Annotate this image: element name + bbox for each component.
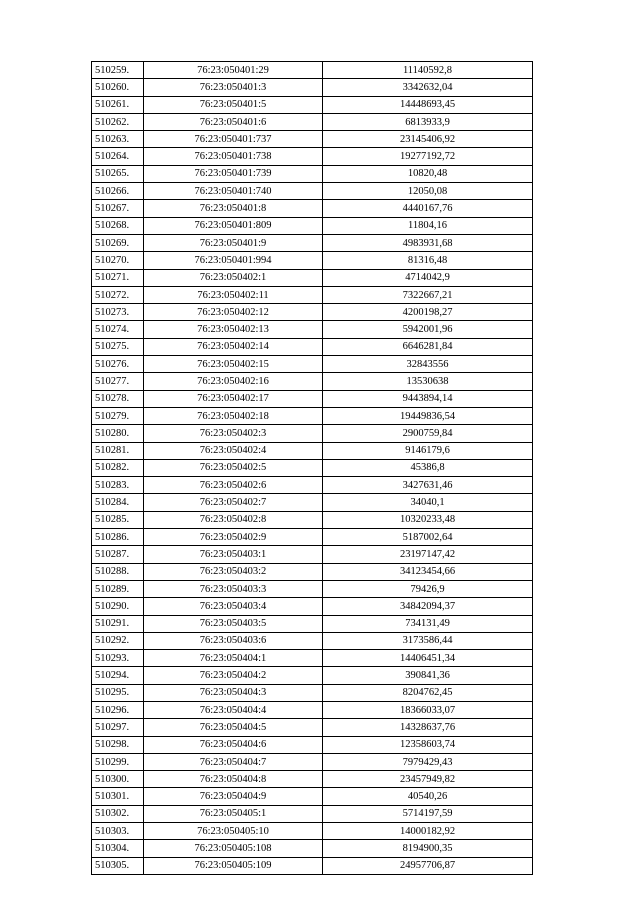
row-number: 510261. xyxy=(92,96,144,113)
cadastral-value: 734131,49 xyxy=(323,615,533,632)
row-number: 510280. xyxy=(92,425,144,442)
table-row xyxy=(92,338,533,355)
table-row xyxy=(92,857,533,874)
row-number: 510274. xyxy=(92,321,144,338)
cadastral-number: 76:23:050404:8 xyxy=(144,771,323,788)
cadastral-value: 4983931,68 xyxy=(323,234,533,251)
cadastral-number: 76:23:050401:737 xyxy=(144,131,323,148)
table-row xyxy=(92,701,533,718)
table-row xyxy=(92,511,533,528)
cadastral-number: 76:23:050401:809 xyxy=(144,217,323,234)
cadastral-value: 7322667,21 xyxy=(323,286,533,303)
cadastral-number: 76:23:050402:14 xyxy=(144,338,323,355)
cadastral-value: 34842094,37 xyxy=(323,598,533,615)
cadastral-value: 14406451,34 xyxy=(323,650,533,667)
table-row xyxy=(92,217,533,234)
cadastral-value-table xyxy=(91,61,533,875)
cadastral-value: 23457949,82 xyxy=(323,771,533,788)
cadastral-value: 3173586,44 xyxy=(323,632,533,649)
row-number: 510259. xyxy=(92,62,144,79)
table-row xyxy=(92,390,533,407)
cadastral-value: 19449836,54 xyxy=(323,407,533,424)
cadastral-value: 34040,1 xyxy=(323,494,533,511)
row-number: 510285. xyxy=(92,511,144,528)
row-number: 510266. xyxy=(92,183,144,200)
table-body xyxy=(92,62,533,875)
table-row xyxy=(92,580,533,597)
row-number: 510292. xyxy=(92,632,144,649)
cadastral-number: 76:23:050404:5 xyxy=(144,719,323,736)
cadastral-value: 14000182,92 xyxy=(323,823,533,840)
cadastral-value: 390841,36 xyxy=(323,667,533,684)
table-row xyxy=(92,407,533,424)
cadastral-number: 76:23:050403:5 xyxy=(144,615,323,632)
cadastral-number: 76:23:050402:5 xyxy=(144,459,323,476)
cadastral-number: 76:23:050402:8 xyxy=(144,511,323,528)
table-row xyxy=(92,148,533,165)
table-row xyxy=(92,494,533,511)
cadastral-value: 81316,48 xyxy=(323,252,533,269)
cadastral-value: 3342632,04 xyxy=(323,79,533,96)
cadastral-value: 5942001,96 xyxy=(323,321,533,338)
cadastral-number: 76:23:050405:109 xyxy=(144,857,323,874)
cadastral-value: 19277192,72 xyxy=(323,148,533,165)
row-number: 510271. xyxy=(92,269,144,286)
row-number: 510262. xyxy=(92,113,144,130)
cadastral-number: 76:23:050404:7 xyxy=(144,753,323,770)
row-number: 510265. xyxy=(92,165,144,182)
table-row xyxy=(92,546,533,563)
row-number: 510283. xyxy=(92,477,144,494)
table-row xyxy=(92,529,533,546)
cadastral-number: 76:23:050402:16 xyxy=(144,373,323,390)
cadastral-value: 5714197,59 xyxy=(323,805,533,822)
row-number: 510288. xyxy=(92,563,144,580)
table-row xyxy=(92,788,533,805)
row-number: 510300. xyxy=(92,771,144,788)
table-row xyxy=(92,79,533,96)
row-number: 510270. xyxy=(92,252,144,269)
cadastral-number: 76:23:050402:6 xyxy=(144,477,323,494)
cadastral-value: 14448693,45 xyxy=(323,96,533,113)
row-number: 510302. xyxy=(92,805,144,822)
cadastral-value: 10320233,48 xyxy=(323,511,533,528)
cadastral-number: 76:23:050401:5 xyxy=(144,96,323,113)
cadastral-value: 4440167,76 xyxy=(323,200,533,217)
row-number: 510268. xyxy=(92,217,144,234)
table-row xyxy=(92,252,533,269)
table-row xyxy=(92,442,533,459)
cadastral-value: 8194900,35 xyxy=(323,840,533,857)
cadastral-number: 76:23:050401:3 xyxy=(144,79,323,96)
cadastral-value: 11804,16 xyxy=(323,217,533,234)
cadastral-number: 76:23:050402:1 xyxy=(144,269,323,286)
row-number: 510287. xyxy=(92,546,144,563)
row-number: 510286. xyxy=(92,529,144,546)
table-row xyxy=(92,771,533,788)
cadastral-number: 76:23:050402:3 xyxy=(144,425,323,442)
cadastral-value: 9146179,6 xyxy=(323,442,533,459)
table-row xyxy=(92,650,533,667)
cadastral-value: 8204762,45 xyxy=(323,684,533,701)
row-number: 510279. xyxy=(92,407,144,424)
cadastral-value: 3427631,46 xyxy=(323,477,533,494)
cadastral-value: 79426,9 xyxy=(323,580,533,597)
row-number: 510264. xyxy=(92,148,144,165)
cadastral-value: 10820,48 xyxy=(323,165,533,182)
row-number: 510277. xyxy=(92,373,144,390)
table-row xyxy=(92,632,533,649)
cadastral-value: 18366033,07 xyxy=(323,701,533,718)
cadastral-value: 12050,08 xyxy=(323,183,533,200)
table-row xyxy=(92,719,533,736)
cadastral-number: 76:23:050405:10 xyxy=(144,823,323,840)
row-number: 510299. xyxy=(92,753,144,770)
row-number: 510289. xyxy=(92,580,144,597)
table-row xyxy=(92,165,533,182)
row-number: 510273. xyxy=(92,304,144,321)
table-row xyxy=(92,425,533,442)
table-row xyxy=(92,321,533,338)
row-number: 510275. xyxy=(92,338,144,355)
cadastral-number: 76:23:050402:13 xyxy=(144,321,323,338)
cadastral-number: 76:23:050401:738 xyxy=(144,148,323,165)
cadastral-number: 76:23:050403:2 xyxy=(144,563,323,580)
table-row xyxy=(92,131,533,148)
table-row xyxy=(92,62,533,79)
table-row xyxy=(92,598,533,615)
cadastral-number: 76:23:050404:1 xyxy=(144,650,323,667)
table-row xyxy=(92,304,533,321)
cadastral-value: 4714042,9 xyxy=(323,269,533,286)
cadastral-value: 40540,26 xyxy=(323,788,533,805)
cadastral-number: 76:23:050402:15 xyxy=(144,356,323,373)
row-number: 510297. xyxy=(92,719,144,736)
row-number: 510296. xyxy=(92,701,144,718)
table-row xyxy=(92,667,533,684)
cadastral-value: 6646281,84 xyxy=(323,338,533,355)
cadastral-number: 76:23:050404:9 xyxy=(144,788,323,805)
table-row xyxy=(92,183,533,200)
cadastral-number: 76:23:050401:29 xyxy=(144,62,323,79)
row-number: 510282. xyxy=(92,459,144,476)
cadastral-value: 45386,8 xyxy=(323,459,533,476)
row-number: 510276. xyxy=(92,356,144,373)
row-number: 510291. xyxy=(92,615,144,632)
cadastral-number: 76:23:050403:3 xyxy=(144,580,323,597)
table-row xyxy=(92,113,533,130)
row-number: 510269. xyxy=(92,234,144,251)
cadastral-number: 76:23:050403:4 xyxy=(144,598,323,615)
cadastral-value: 11140592,8 xyxy=(323,62,533,79)
cadastral-value: 7979429,43 xyxy=(323,753,533,770)
cadastral-value: 14328637,76 xyxy=(323,719,533,736)
cadastral-number: 76:23:050402:18 xyxy=(144,407,323,424)
row-number: 510260. xyxy=(92,79,144,96)
table-row xyxy=(92,459,533,476)
cadastral-value: 23145406,92 xyxy=(323,131,533,148)
table-row xyxy=(92,286,533,303)
table-row xyxy=(92,234,533,251)
row-number: 510263. xyxy=(92,131,144,148)
cadastral-number: 76:23:050401:9 xyxy=(144,234,323,251)
cadastral-value: 23197147,42 xyxy=(323,546,533,563)
table-row xyxy=(92,477,533,494)
table-row xyxy=(92,753,533,770)
row-number: 510301. xyxy=(92,788,144,805)
row-number: 510267. xyxy=(92,200,144,217)
row-number: 510290. xyxy=(92,598,144,615)
cadastral-number: 76:23:050401:739 xyxy=(144,165,323,182)
table-row xyxy=(92,269,533,286)
row-number: 510293. xyxy=(92,650,144,667)
table-row xyxy=(92,615,533,632)
cadastral-number: 76:23:050402:4 xyxy=(144,442,323,459)
cadastral-value: 32843556 xyxy=(323,356,533,373)
table-row xyxy=(92,373,533,390)
row-number: 510281. xyxy=(92,442,144,459)
table-row xyxy=(92,356,533,373)
cadastral-value: 24957706,87 xyxy=(323,857,533,874)
row-number: 510295. xyxy=(92,684,144,701)
row-number: 510303. xyxy=(92,823,144,840)
table-row xyxy=(92,840,533,857)
cadastral-number: 76:23:050405:108 xyxy=(144,840,323,857)
cadastral-value: 4200198,27 xyxy=(323,304,533,321)
cadastral-number: 76:23:050403:1 xyxy=(144,546,323,563)
cadastral-number: 76:23:050404:6 xyxy=(144,736,323,753)
table-row xyxy=(92,200,533,217)
cadastral-number: 76:23:050402:7 xyxy=(144,494,323,511)
cadastral-number: 76:23:050405:1 xyxy=(144,805,323,822)
cadastral-number: 76:23:050401:994 xyxy=(144,252,323,269)
cadastral-number: 76:23:050401:8 xyxy=(144,200,323,217)
cadastral-number: 76:23:050402:11 xyxy=(144,286,323,303)
row-number: 510284. xyxy=(92,494,144,511)
cadastral-number: 76:23:050402:12 xyxy=(144,304,323,321)
table-row xyxy=(92,805,533,822)
table-row xyxy=(92,563,533,580)
cadastral-number: 76:23:050401:740 xyxy=(144,183,323,200)
row-number: 510272. xyxy=(92,286,144,303)
row-number: 510305. xyxy=(92,857,144,874)
row-number: 510278. xyxy=(92,390,144,407)
cadastral-value: 13530638 xyxy=(323,373,533,390)
cadastral-number: 76:23:050403:6 xyxy=(144,632,323,649)
cadastral-value: 9443894,14 xyxy=(323,390,533,407)
cadastral-value: 34123454,66 xyxy=(323,563,533,580)
cadastral-number: 76:23:050404:2 xyxy=(144,667,323,684)
table-row xyxy=(92,96,533,113)
cadastral-value: 6813933,9 xyxy=(323,113,533,130)
row-number: 510304. xyxy=(92,840,144,857)
cadastral-number: 76:23:050401:6 xyxy=(144,113,323,130)
cadastral-number: 76:23:050402:17 xyxy=(144,390,323,407)
cadastral-number: 76:23:050404:3 xyxy=(144,684,323,701)
cadastral-number: 76:23:050404:4 xyxy=(144,701,323,718)
table-row xyxy=(92,684,533,701)
cadastral-number: 76:23:050402:9 xyxy=(144,529,323,546)
row-number: 510294. xyxy=(92,667,144,684)
cadastral-value: 5187002,64 xyxy=(323,529,533,546)
table-row xyxy=(92,736,533,753)
cadastral-value: 12358603,74 xyxy=(323,736,533,753)
row-number: 510298. xyxy=(92,736,144,753)
cadastral-value: 2900759,84 xyxy=(323,425,533,442)
table-row xyxy=(92,823,533,840)
